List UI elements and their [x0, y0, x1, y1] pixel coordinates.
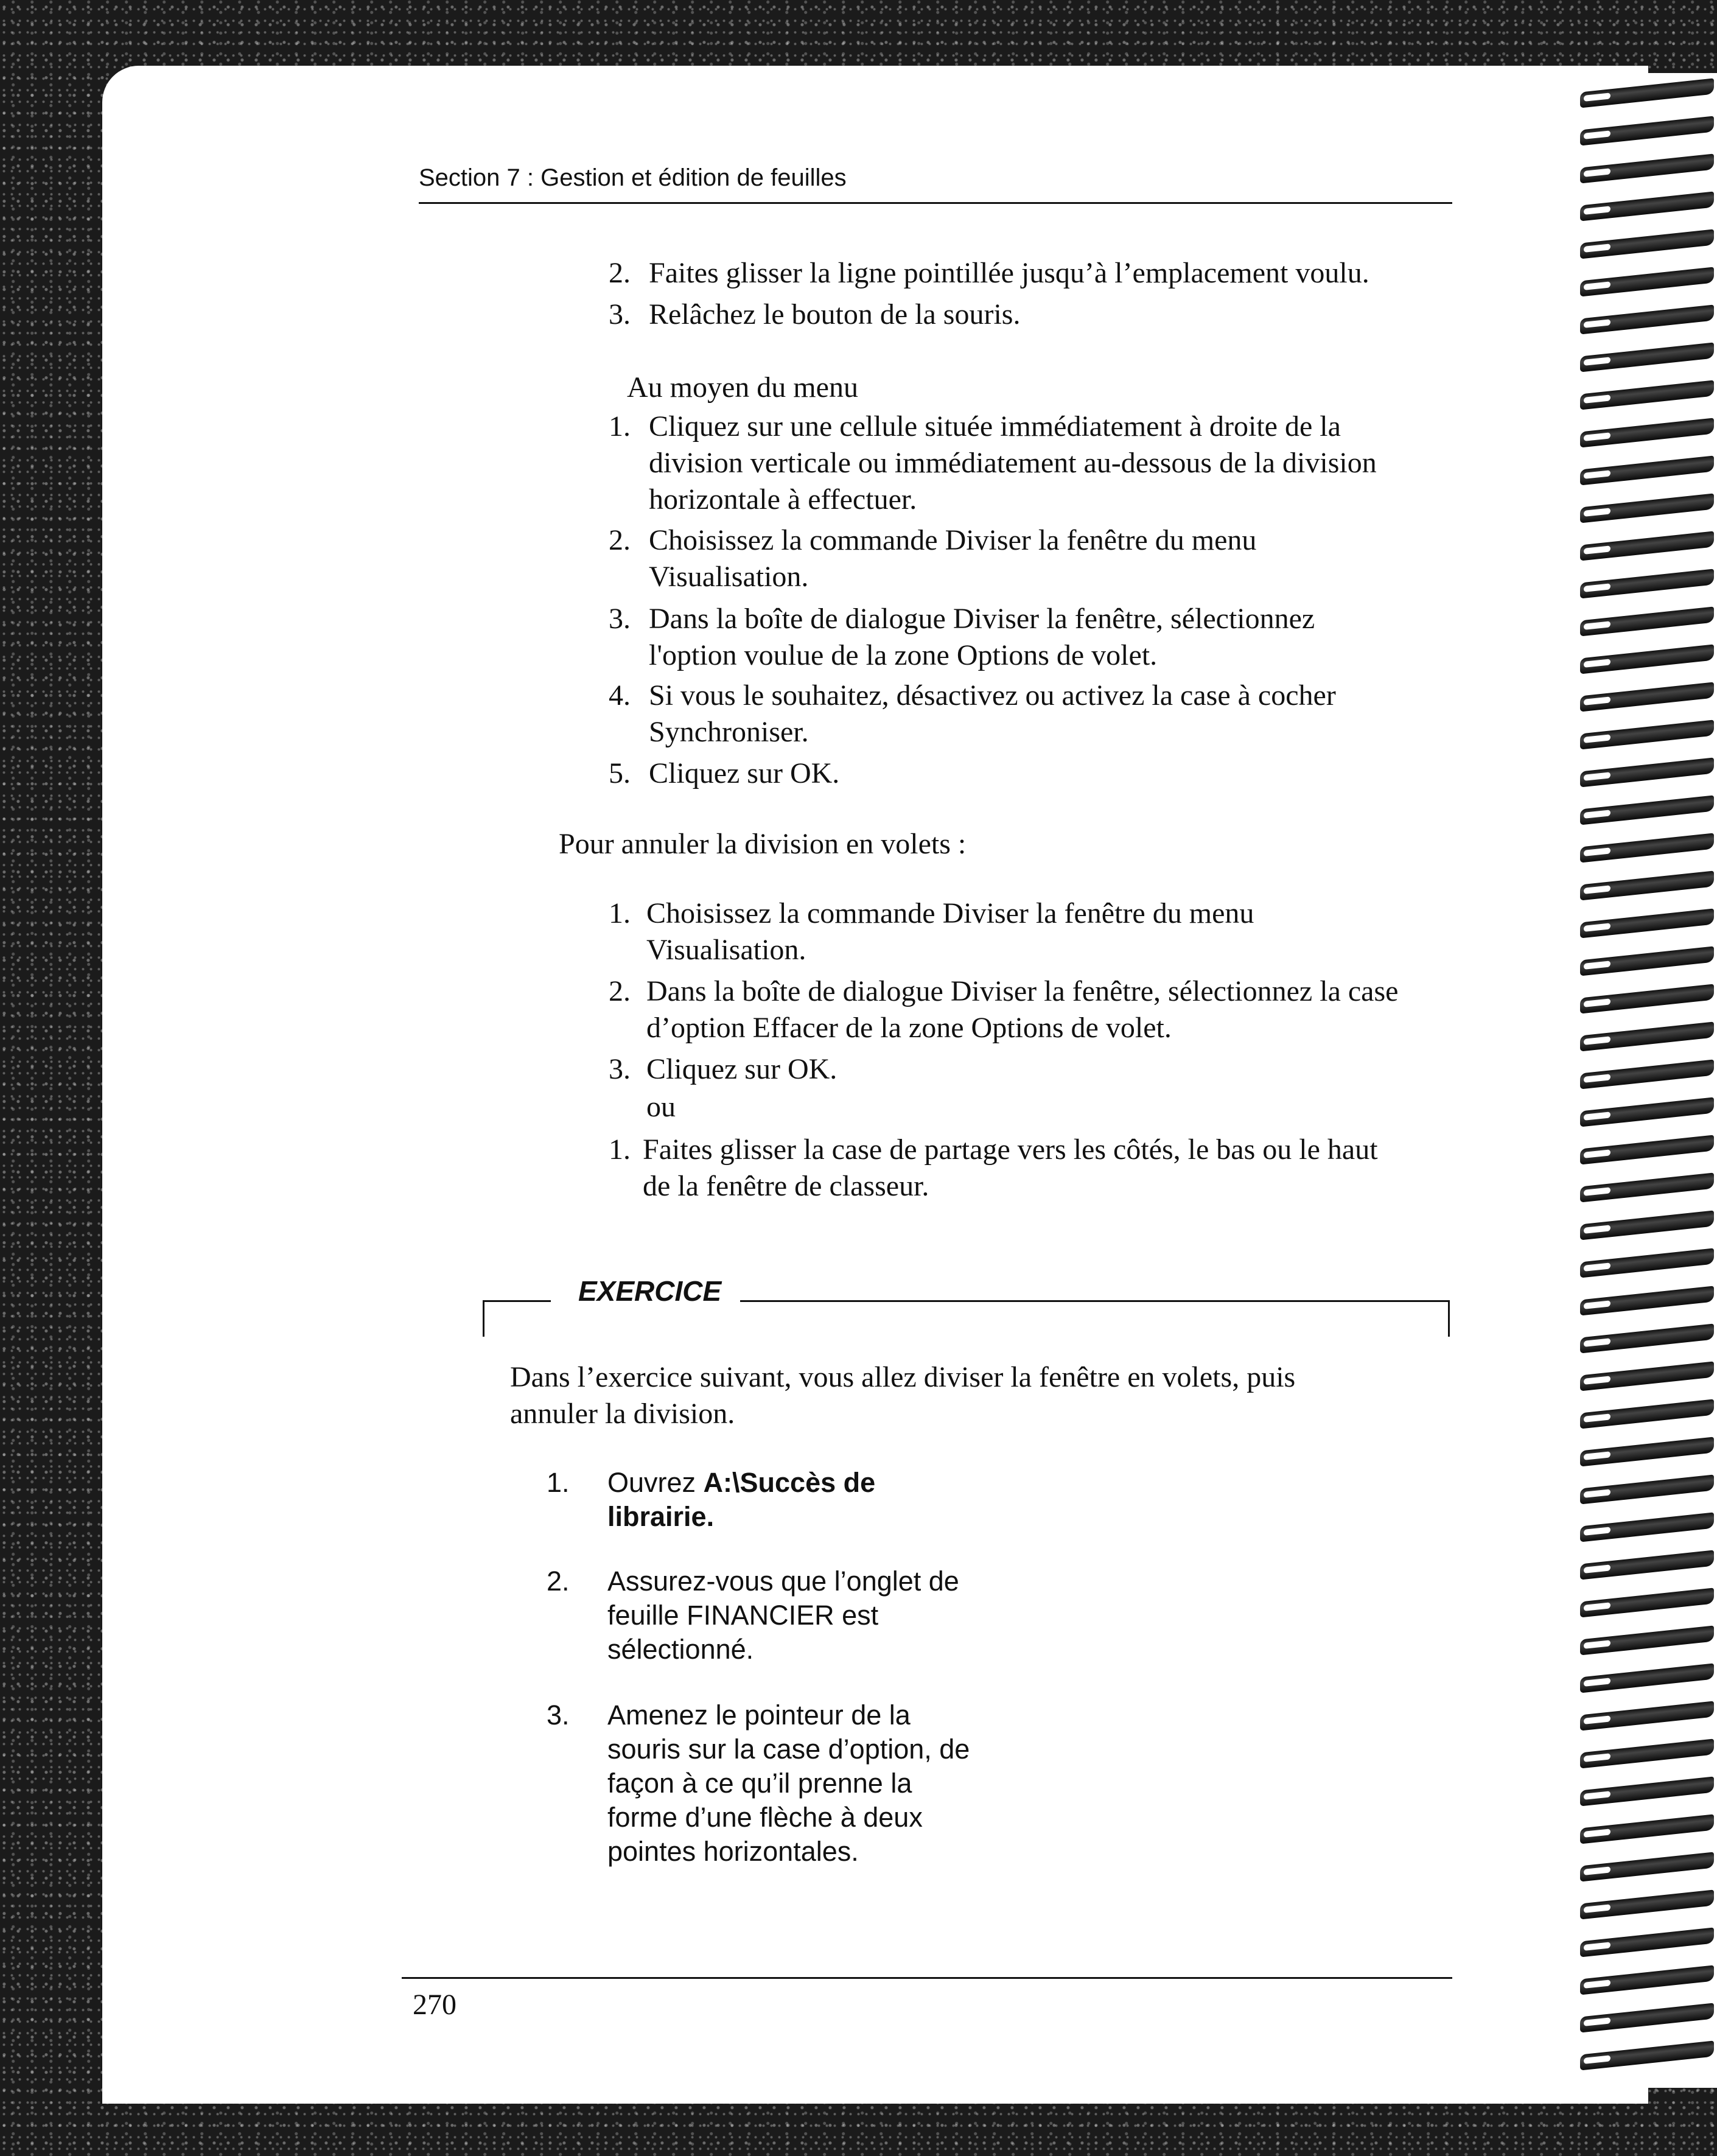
step-text: Faites glisser la ligne pointillée jusqu’à l’emplacement voulu.	[649, 257, 1369, 289]
step-text: horizontale à effectuer.	[649, 483, 917, 516]
step-number: 3.	[609, 603, 631, 635]
step-number: 3.	[609, 298, 631, 331]
step-number: 1.	[609, 410, 631, 443]
file-path: librairie.	[607, 1501, 715, 1532]
exercise-step-line: Assurez-vous que l’onglet de	[607, 1566, 959, 1597]
step-text: l'option voulue de la zone Options de volet.	[649, 639, 1158, 671]
step-number: 2.	[609, 524, 631, 556]
exercise-frame-left-edge	[483, 1300, 484, 1337]
or-text: ou	[646, 1091, 676, 1123]
page-number: 270	[413, 1989, 456, 2021]
exercise-step-line: souris sur la case d’option, de	[607, 1734, 970, 1765]
subheading-cancel: Pour annuler la division en volets :	[559, 828, 967, 860]
step-text: Si vous le souhaitez, désactivez ou activez la case à cocher	[649, 679, 1336, 712]
step-number: 2.	[609, 975, 631, 1007]
step-text: de la fenêtre de classeur.	[643, 1170, 929, 1202]
section-header: Section 7 : Gestion et édition de feuilles	[419, 164, 847, 191]
step-number: 2.	[609, 257, 631, 289]
step-text: division verticale ou immédiatement au-dessous de la division	[649, 447, 1377, 479]
step-number: 1.	[609, 897, 631, 929]
exercise-step-text	[607, 1698, 1009, 1869]
exercise-step-line: sélectionné.	[607, 1634, 754, 1665]
subheading-menu-method: Au moyen du menu	[627, 371, 858, 404]
step-text: Cliquez sur OK.	[649, 757, 840, 789]
exercise-frame-right-edge	[1448, 1300, 1450, 1337]
step-number: 4.	[609, 679, 631, 712]
exercise-step-line: Amenez le pointeur de la	[607, 1699, 911, 1731]
exercise-frame-right-rule	[740, 1300, 1450, 1302]
exercise-title: EXERCICE	[578, 1275, 722, 1307]
step-number: 1.	[609, 1133, 631, 1166]
step-number: 3.	[609, 1053, 631, 1085]
exercise-intro: annuler la division.	[510, 1398, 735, 1430]
exercise-step-number: 2.	[547, 1566, 570, 1597]
step-text: Visualisation.	[649, 561, 809, 593]
exercise-intro: Dans l’exercice suivant, vous allez diviser la fenêtre en volets, puis	[510, 1361, 1296, 1393]
exercise-step-line: feuille FINANCIER est	[607, 1600, 879, 1631]
step-text: d’option Effacer de la zone Options de volet.	[646, 1012, 1172, 1044]
step-text: Cliquez sur une cellule située immédiatement à droite de la	[649, 410, 1341, 443]
step-text: Faites glisser la case de partage vers les côtés, le bas ou le haut	[643, 1133, 1378, 1166]
step-text: Visualisation.	[646, 934, 806, 966]
exercise-step-line: pointes horizontales.	[607, 1836, 859, 1867]
footer-rule	[402, 1977, 1452, 1979]
step-text: Cliquez sur OK.	[646, 1053, 838, 1085]
file-path: A:\Succès de	[703, 1467, 876, 1498]
exercise-step-line: façon à ce qu’il prenne la	[607, 1768, 912, 1799]
exercise-step-text	[607, 1564, 985, 1667]
exercise-step-text	[607, 1466, 948, 1534]
step-text: Choisissez la commande Diviser la fenêtre du menu	[649, 524, 1257, 556]
step-text: Synchroniser.	[649, 716, 809, 748]
exercise-step-number: 3.	[547, 1699, 570, 1731]
step-text: Dans la boîte de dialogue Diviser la fenêtre, sélectionnez la case	[646, 975, 1399, 1007]
step-text: Choisissez la commande Diviser la fenêtre du menu	[646, 897, 1254, 929]
exercise-step-line: forme d’une flèche à deux	[607, 1802, 923, 1833]
exercise-step-number: 1.	[547, 1467, 570, 1498]
step-text: Relâchez le bouton de la souris.	[649, 298, 1021, 331]
step-text: Dans la boîte de dialogue Diviser la fenêtre, sélectionnez	[649, 603, 1315, 635]
exercise-frame-left-rule	[483, 1300, 551, 1302]
exercise-step-prefix: Ouvrez	[607, 1467, 704, 1498]
step-number: 5.	[609, 757, 631, 789]
header-rule	[419, 202, 1452, 204]
